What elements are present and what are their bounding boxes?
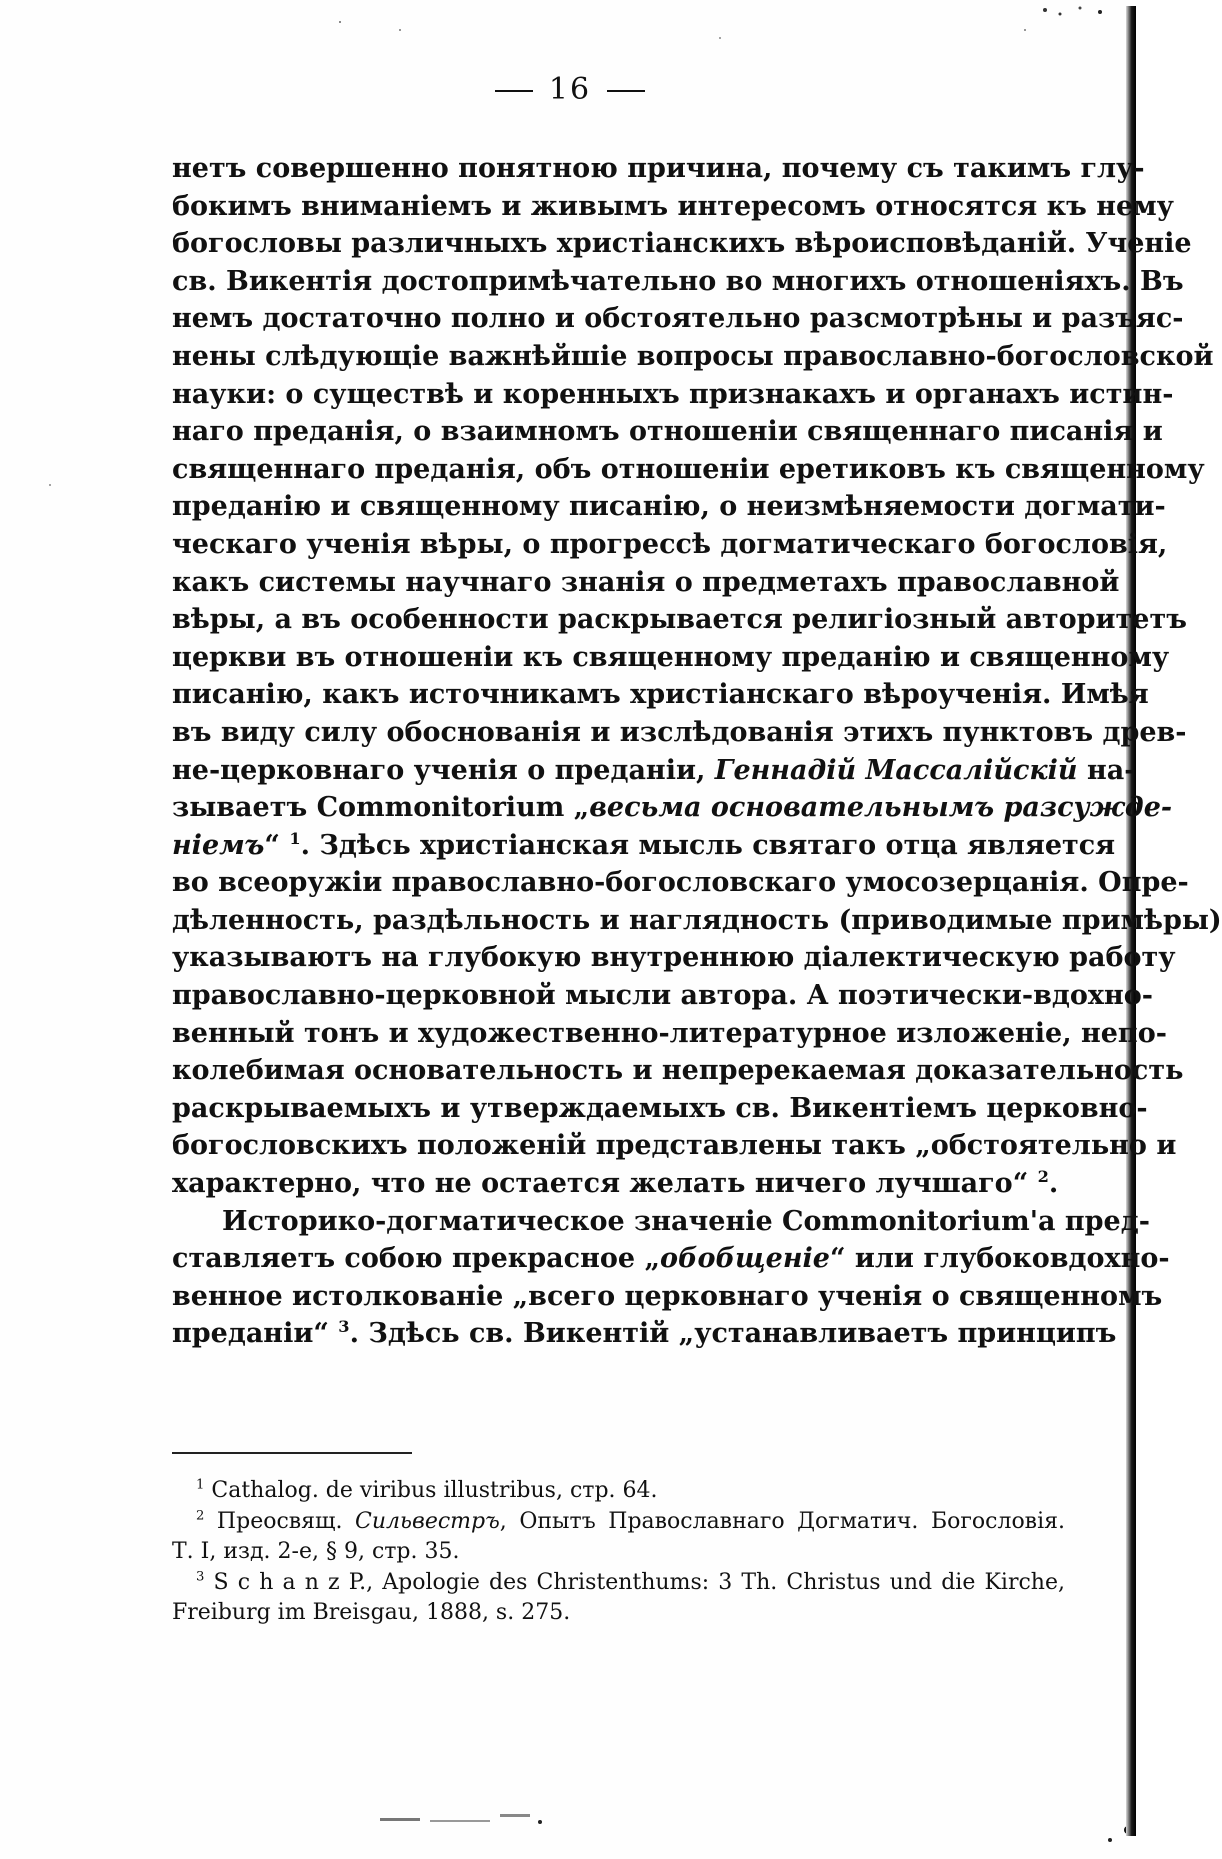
text-line xyxy=(172,488,1166,526)
text-run: во всеоружіи православно-богословскаго умосозерцанія. Опре- xyxy=(172,867,1189,899)
text-line xyxy=(172,864,1189,902)
footnote-marker: 3 xyxy=(196,1569,205,1585)
page-number xyxy=(0,72,1140,107)
text-run: ставляетъ собою прекрасное „ xyxy=(172,1243,660,1275)
footnote-separator-rule xyxy=(172,1452,412,1454)
footnote-marker: 1 xyxy=(289,828,301,848)
text-run: раскрываемыхъ и утверждаемыхъ св. Викентіемъ церковно- xyxy=(172,1092,1148,1124)
text-line xyxy=(172,1203,1150,1241)
text-run: Freiburg im Breisgau, 1888, s. 275. xyxy=(172,1600,571,1625)
italic-run: ніемъ xyxy=(172,829,265,861)
text-line xyxy=(172,1052,1184,1090)
text-line xyxy=(172,338,1214,376)
text-run: на- xyxy=(1077,754,1136,786)
text-line xyxy=(172,451,1205,489)
text-run: бокимъ вниманіемъ и живымъ интересомъ относятся къ нему xyxy=(172,190,1174,222)
text-run: какъ системы научнаго знанія о предметахъ православной xyxy=(172,566,1120,598)
text-run: православно-церковной мысли автора. А поэтически-вдохно- xyxy=(172,980,1153,1012)
page-number-dash-left xyxy=(495,90,533,92)
text-line xyxy=(172,1278,1163,1316)
text-line xyxy=(172,564,1120,602)
text-run: зываетъ Commonitorium „ xyxy=(172,792,590,824)
footnote-line xyxy=(172,1507,1065,1538)
text-line xyxy=(172,1090,1148,1128)
text-line xyxy=(172,225,1192,263)
text-run: Преосвящ. xyxy=(204,1508,356,1534)
text-run: нены слѣдующіе важнѣйшіе вопросы православно-богословской xyxy=(172,340,1214,372)
text-run: Т. I, изд. 2-е, § 9, стр. 35. xyxy=(172,1539,460,1564)
text-run: характерно, что не остается желать ничего лучшаго“ xyxy=(172,1168,1038,1200)
footnote-marker: 1 xyxy=(196,1477,205,1493)
text-run: не-церковнаго ученія о преданіи, xyxy=(172,754,715,786)
text-run: церкви въ отношеніи къ священному преданію и священному xyxy=(172,641,1170,673)
text-line xyxy=(172,1015,1167,1053)
footnote-marker: 2 xyxy=(1037,1167,1049,1187)
italic-run: весьма основательнымъ разсужде- xyxy=(589,792,1173,824)
text-run: преданіи“ xyxy=(172,1318,339,1350)
text-run: венный тонъ и художественно-литературное изложеніе, непо- xyxy=(172,1017,1167,1049)
text-line xyxy=(172,188,1174,226)
page-number-value: 16 xyxy=(548,72,592,107)
text-line xyxy=(172,827,1116,865)
text-run: немъ достаточно полно и обстоятельно разсмотрѣны и разъяс- xyxy=(172,303,1184,335)
text-run: . xyxy=(1048,1168,1059,1200)
text-run: св. Викентія достопримѣчательно во многихъ отношеніяхъ. Въ xyxy=(172,265,1184,297)
text-run: нетъ совершенно понятною причина, почему съ такимъ глу- xyxy=(172,153,1145,184)
text-run: Cathalog. de viribus illustribus, стр. 64. xyxy=(204,1478,658,1503)
text-line xyxy=(172,902,1222,940)
text-line xyxy=(172,526,1168,564)
text-run: богословскихъ положеній представлены такъ „обстоятельно и xyxy=(172,1130,1177,1162)
text-line xyxy=(172,977,1153,1015)
footnote-line xyxy=(172,1476,1065,1507)
text-line xyxy=(172,263,1184,301)
text-run: указываютъ на глубокую внутреннюю діалектическую работу xyxy=(172,942,1176,974)
text-run: . Здѣсь христіанская мысль святаго отца является xyxy=(300,829,1116,861)
text-line xyxy=(172,714,1187,752)
text-line xyxy=(172,413,1163,451)
text-run: богословы различныхъ христіанскихъ вѣроисповѣданій. Ученіе xyxy=(172,228,1192,260)
text-line xyxy=(172,300,1184,338)
text-line xyxy=(172,676,1149,714)
italic-run: Сильвестръ xyxy=(355,1508,500,1534)
text-run: S c h a n z P., Apologie des Christenthums: 3 Th. Christus und die Kirche, xyxy=(204,1569,1065,1595)
text-run: венное истолкованіе „всего церковнаго ученія о священномъ xyxy=(172,1280,1163,1312)
text-line xyxy=(172,601,1187,639)
text-run: преданію и священному писанію, о неизмѣняемости догмати- xyxy=(172,491,1166,523)
text-line xyxy=(172,752,1136,790)
footnote-marker: 2 xyxy=(196,1508,205,1524)
italic-run: Геннадій Массалійскій xyxy=(714,754,1078,786)
text-line xyxy=(172,1165,1065,1203)
text-run: колебимая основательность и непререкаемая доказательность xyxy=(172,1055,1184,1087)
text-run: наго преданія, о взаимномъ отношеніи священнаго писанія и xyxy=(172,416,1163,448)
footnote-line xyxy=(172,1598,1065,1629)
text-run: “ или глубоковдохно- xyxy=(829,1243,1170,1275)
text-run: , Опытъ Православнаго Догматич. Богословія. xyxy=(499,1508,1065,1534)
main-text-block xyxy=(172,150,1222,1353)
footnote-line xyxy=(172,1537,1065,1568)
text-line xyxy=(172,1127,1177,1165)
text-line xyxy=(172,939,1176,977)
italic-run: обобщеніе xyxy=(660,1243,830,1275)
text-run: вѣры, а въ особенности раскрывается религіозный авторитетъ xyxy=(172,604,1187,636)
text-run: Историко-догматическое значеніе Commonitorium'а пред- xyxy=(222,1205,1150,1237)
text-run: науки: о существѣ и коренныхъ признакахъ и органахъ истин- xyxy=(172,378,1174,410)
text-line xyxy=(172,376,1174,414)
text-run: дѣленность, раздѣльность и наглядность (приводимые примѣры) xyxy=(172,904,1222,936)
text-run: . Здѣсь св. Викентій „устанавливаетъ принципъ xyxy=(349,1318,1117,1350)
text-line xyxy=(172,789,1173,827)
text-run: ческаго ученія вѣры, о прогрессѣ догматическаго богословія, xyxy=(172,528,1168,560)
text-run: въ виду силу обоснованія и изслѣдованія этихъ пунктовъ древ- xyxy=(172,716,1187,748)
text-run: писанію, какъ источникамъ христіанскаго вѣроученія. Имѣя xyxy=(172,679,1149,711)
footnote-line xyxy=(172,1568,1065,1599)
text-line xyxy=(172,639,1170,677)
footnotes-block xyxy=(172,1476,1065,1629)
page-number-dash-right xyxy=(607,90,645,92)
text-run: священнаго преданія, объ отношеніи еретиковъ къ священному xyxy=(172,453,1205,485)
text-line xyxy=(172,1240,1170,1278)
footnote-marker: 3 xyxy=(338,1317,350,1337)
text-line xyxy=(172,1315,1117,1353)
text-line xyxy=(172,150,1145,188)
text-run: “ xyxy=(264,829,290,861)
